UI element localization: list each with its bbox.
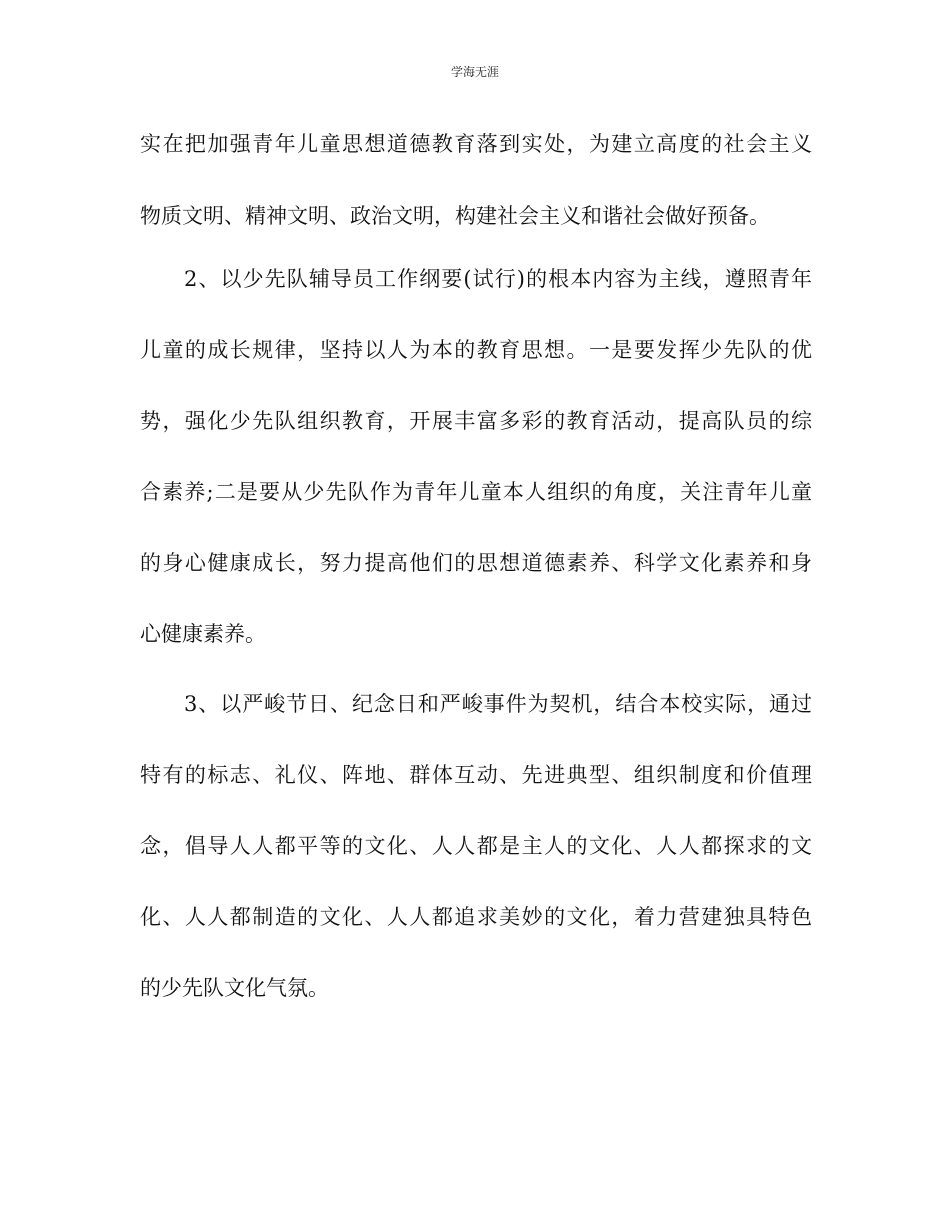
paragraph-line: 实在把加强青年儿童思想道德教育落到实处，为建立高度的社会主义 (140, 132, 812, 156)
paragraph-line: 3、以严峻节日、纪念日和严峻事件为契机，结合本校实际，通过 (184, 692, 812, 716)
paragraph-line: 心健康素养。 (140, 622, 266, 646)
paragraph-line: 念，倡导人人都平等的文化、人人都是主人的文化、人人都探求的文 (140, 834, 812, 858)
paragraph-line: 特有的标志、礼仪、阵地、群体互动、先进典型、组织制度和价值理 (140, 763, 812, 787)
paragraph-line: 合素养;二是要从少先队作为青年儿童本人组织的角度，关注青年儿童 (140, 480, 812, 504)
paragraph-line: 的身心健康成长，努力提高他们的思想道德素养、科学文化素养和身 (140, 551, 812, 575)
running-header: 学海无涯 (450, 65, 499, 79)
paragraph-line: 2、以少先队辅导员工作纲要(试行)的根本内容为主线，遵照青年 (184, 267, 812, 291)
paragraph-line: 势，强化少先队组织教育，开展丰富多彩的教育活动，提高队员的综 (140, 409, 812, 433)
paragraph-line: 物质文明、精神文明、政治文明，构建社会主义和谐社会做好预备。 (140, 204, 770, 228)
paragraph-line: 儿童的成长规律，坚持以人为本的教育思想。一是要发挥少先队的优 (140, 338, 812, 362)
paragraph-line: 化、人人都制造的文化、人人都追求美妙的文化，着力营建独具特色 (140, 905, 812, 929)
paragraph-line: 的少先队文化气氛。 (140, 976, 329, 1000)
